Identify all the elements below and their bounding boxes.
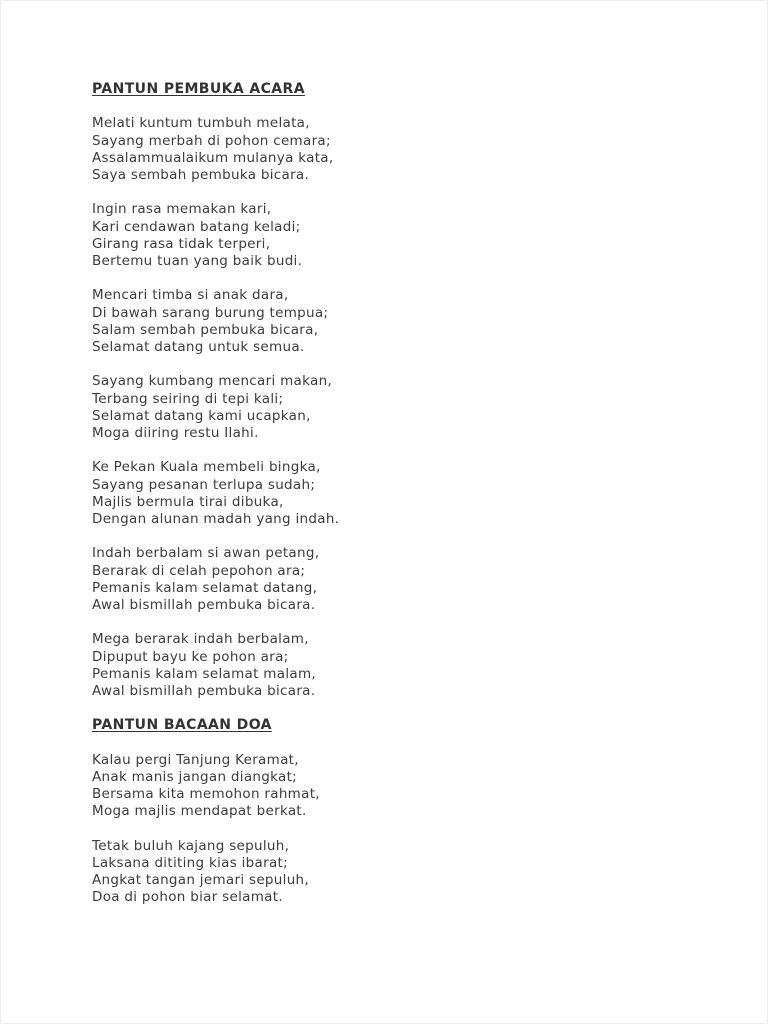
section-title: PANTUN BACAAN DOA: [92, 717, 272, 734]
section-title: PANTUN PEMBUKA ACARA: [92, 81, 305, 97]
poem-line: Di bawah sarang burung tempua;: [92, 304, 329, 321]
poem-line: Tetak buluh kajang sepuluh,: [92, 837, 290, 854]
poem-line: Saya sembah pembuka bicara.: [92, 167, 310, 183]
poem-line: Doa di pohon biar selamat.: [92, 889, 283, 906]
poem-line: Pemanis kalam selamat datang,: [92, 579, 318, 596]
poem-line: Salam sembah pembuka bicara,: [92, 321, 319, 338]
poem-line: Terbang seiring di tepi kali;: [92, 390, 284, 407]
poem-line: Anak manis jangan diangkat;: [92, 768, 298, 785]
poem-stanza: [92, 115, 652, 184]
document-content: [92, 81, 652, 924]
poem-line: Mega berarak indah berbalam,: [92, 631, 309, 648]
poem-line: Awal bismillah pembuka bicara.: [92, 597, 316, 613]
poem-line: Awal bismillah pembuka bicara.: [92, 683, 316, 699]
poem-line: Majlis bermula tirai dibuka,: [92, 493, 284, 510]
poem-line: Bersama kita memohon rahmat,: [92, 786, 320, 803]
poem-line: Sayang merbah di pohon cemara;: [92, 132, 331, 149]
poem-line: Assalammualaikum mulanya kata,: [92, 149, 334, 166]
poem-line: Kari cendawan batang keladi;: [92, 218, 301, 235]
poem-line: Moga majlis mendapat berkat.: [92, 803, 307, 820]
poem-line: Pemanis kalam selamat malam,: [92, 665, 316, 682]
poem-line: Dipuput bayu ke pohon ara;: [92, 648, 289, 665]
poem-line: Moga diiring restu Ilahi.: [92, 425, 259, 441]
poem-line: Melati kuntum tumbuh melata,: [92, 115, 310, 132]
poem-line: Bertemu tuan yang baik budi.: [92, 253, 303, 269]
poem-stanza: [92, 838, 652, 907]
poem-line: Sayang pesanan terlupa sudah;: [92, 476, 316, 493]
poem-line: Selamat datang untuk semua.: [92, 339, 305, 355]
poem-section: [92, 717, 652, 906]
poem-line: Dengan alunan madah yang indah.: [92, 511, 340, 527]
poem-stanza: [92, 201, 652, 270]
poem-section: [92, 81, 652, 700]
poem-line: Ingin rasa memakan kari,: [92, 201, 272, 218]
poem-stanza: [92, 545, 652, 614]
poem-stanza: [92, 631, 652, 700]
poem-line: Mencari timba si anak dara,: [92, 287, 289, 304]
poem-line: Girang rasa tidak terperi,: [92, 235, 271, 252]
poem-line: Kalau pergi Tanjung Keramat,: [92, 751, 299, 768]
poem-stanza: [92, 287, 652, 356]
poem-line: Ke Pekan Kuala membeli bingka,: [92, 459, 321, 476]
poem-line: Berarak di celah pepohon ara;: [92, 562, 306, 579]
poem-line: Selamat datang kami ucapkan,: [92, 407, 311, 424]
poem-line: Angkat tangan jemari sepuluh,: [92, 872, 310, 889]
poem-stanza: [92, 373, 652, 442]
poem-line: Sayang kumbang mencari makan,: [92, 373, 333, 390]
poem-stanza: [92, 459, 652, 528]
poem-line: Laksana dititing kias ibarat;: [92, 854, 288, 871]
poem-line: Indah berbalam si awan petang,: [92, 545, 320, 562]
poem-stanza: [92, 752, 652, 821]
